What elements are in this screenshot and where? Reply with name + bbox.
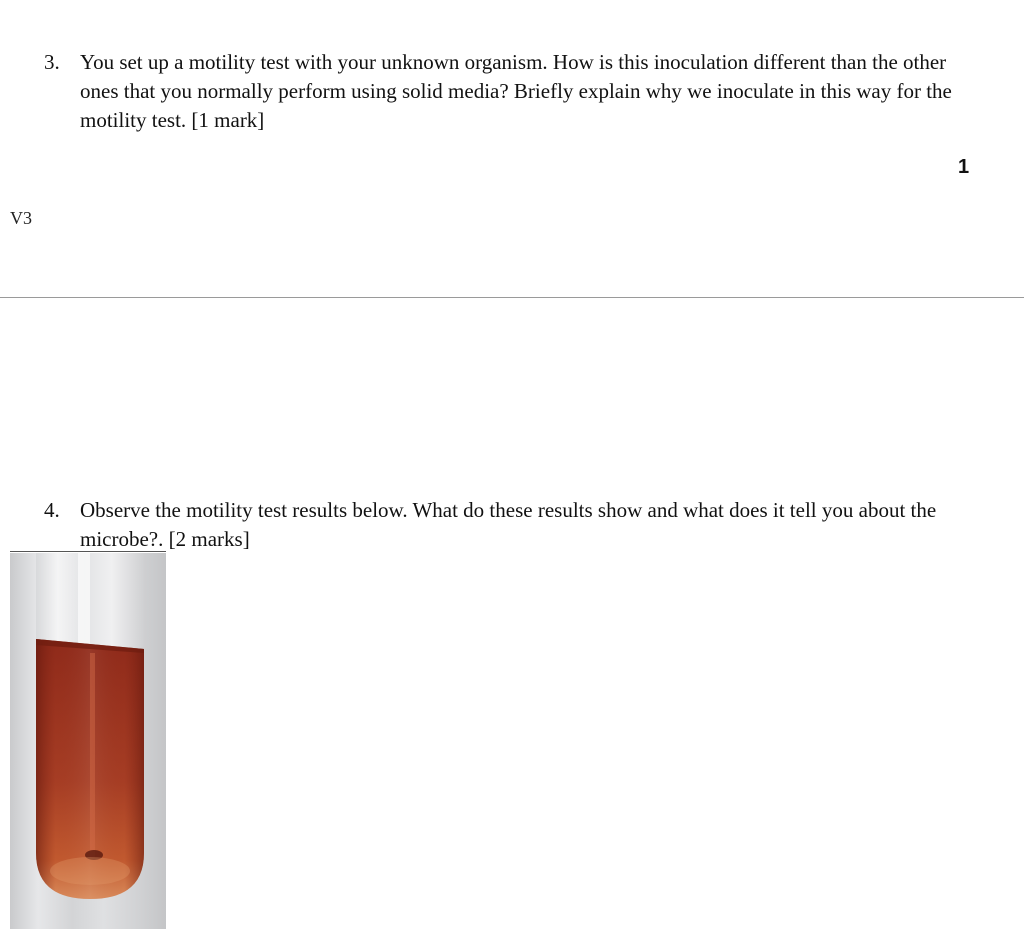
stab-line bbox=[90, 653, 95, 858]
question-text: You set up a motility test with your unknown organism. How is this inoculation different than the other ones that you normally perform using solid media? Briefly explain why we inoculate in this way for the motility test. [1 mark] bbox=[80, 50, 952, 132]
motility-test-tube-photo bbox=[10, 553, 166, 929]
version-label: V3 bbox=[10, 208, 32, 228]
test-tube-illustration bbox=[10, 553, 166, 929]
marks-count: 1 bbox=[958, 156, 970, 178]
question-text: Observe the motility test results below. What do these results show and what does it tell you about the microbe?. [2 marks] bbox=[80, 498, 937, 551]
photo-top-rule bbox=[10, 551, 166, 552]
question-number: 4. bbox=[44, 498, 60, 522]
section-divider bbox=[0, 297, 1024, 298]
question-number: 3. bbox=[44, 50, 60, 74]
